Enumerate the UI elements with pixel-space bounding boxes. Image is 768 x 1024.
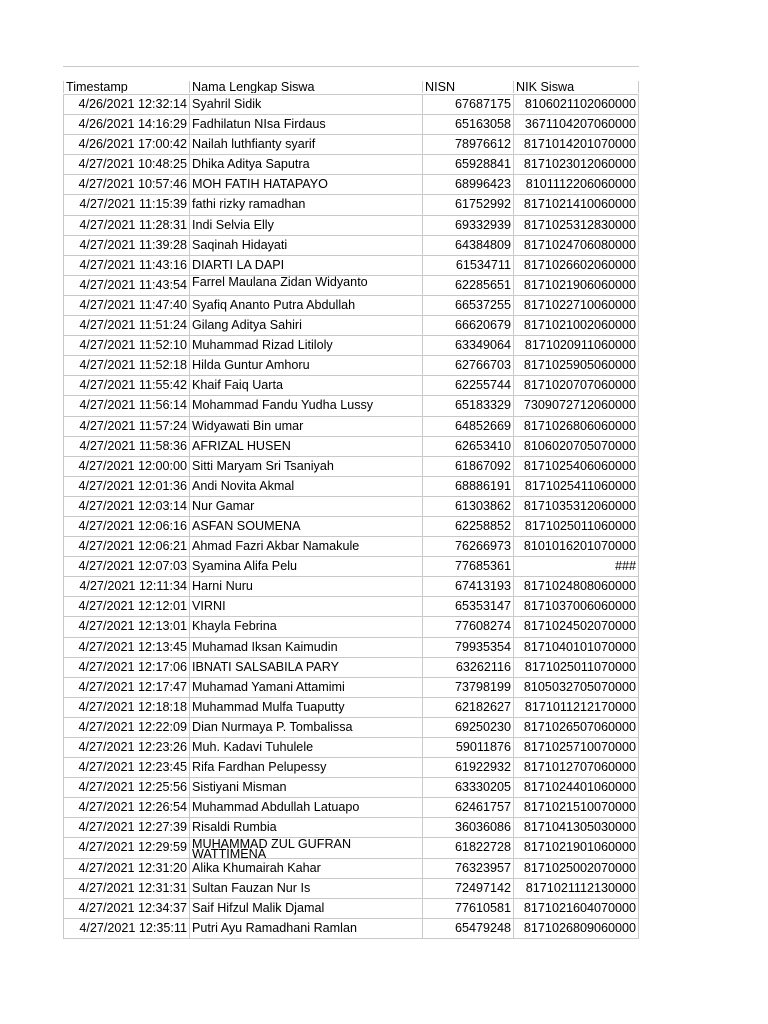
table-row [63, 497, 639, 517]
header-nama-lengkap-siswa[interactable]: Nama Lengkap Siswa [189, 81, 422, 93]
cell-nik-siswa[interactable]: 7309072712060000 [513, 396, 639, 415]
cell-nama-siswa[interactable]: Farrel Maulana Zidan Widyanto [189, 276, 422, 295]
cell-nik-siswa[interactable]: 8171021410060000 [513, 195, 639, 214]
cell-nisn[interactable]: 69332939 [422, 216, 513, 235]
table-header-row [63, 66, 639, 95]
cell-nama-siswa[interactable]: Dhika Aditya Saputra [189, 155, 422, 174]
cell-nama-siswa[interactable]: MUHAMMAD ZUL GUFRAN WATTIMENA [189, 838, 422, 857]
cell-nik-siswa[interactable]: 8171024401060000 [513, 778, 639, 797]
cell-nisn[interactable]: 62255744 [422, 376, 513, 395]
cell-nama-siswa[interactable]: Sistiyani Misman [189, 778, 422, 797]
cell-timestamp[interactable]: 4/27/2021 12:13:01 [63, 617, 189, 636]
cell-timestamp[interactable]: 4/27/2021 11:39:28 [63, 236, 189, 255]
table-row [63, 296, 639, 316]
cell-timestamp[interactable]: 4/27/2021 12:31:20 [63, 859, 189, 878]
table-row [63, 155, 639, 175]
header-timestamp[interactable]: Timestamp [63, 81, 189, 93]
cell-timestamp[interactable]: 4/27/2021 12:18:18 [63, 698, 189, 717]
cell-nik-siswa[interactable]: 8171021112130000 [513, 879, 639, 898]
cell-timestamp[interactable]: 4/27/2021 12:06:21 [63, 537, 189, 556]
cell-timestamp[interactable]: 4/27/2021 12:22:09 [63, 718, 189, 737]
table-row [63, 216, 639, 236]
cell-nama-siswa[interactable]: Muh. Kadavi Tuhulele [189, 738, 422, 757]
cell-nisn[interactable]: 61822728 [422, 838, 513, 857]
table-row [63, 437, 639, 457]
cell-nik-siswa[interactable]: 8101016201070000 [513, 537, 639, 556]
table-row [63, 919, 639, 939]
cell-nama-siswa[interactable]: Muhamad Iksan Kaimudin [189, 638, 422, 657]
table-row [63, 577, 639, 597]
table-row [63, 115, 639, 135]
table-row [63, 477, 639, 497]
cell-nisn[interactable]: 69250230 [422, 718, 513, 737]
cell-timestamp[interactable]: 4/27/2021 11:51:24 [63, 316, 189, 335]
table-row [63, 135, 639, 155]
cell-nisn[interactable]: 65479248 [422, 919, 513, 938]
cell-nik-siswa[interactable]: 8106020705070000 [513, 437, 639, 456]
cell-nama-siswa[interactable]: Muhammad Abdullah Latuapo [189, 798, 422, 817]
cell-timestamp[interactable]: 4/27/2021 12:23:26 [63, 738, 189, 757]
cell-timestamp[interactable]: 4/27/2021 11:43:54 [63, 276, 189, 295]
cell-timestamp[interactable]: 4/27/2021 12:34:37 [63, 899, 189, 918]
cell-nama-siswa[interactable]: Syafiq Ananto Putra Abdullah [189, 296, 422, 315]
cell-nisn[interactable]: 77685361 [422, 557, 513, 576]
cell-timestamp[interactable]: 4/27/2021 11:15:39 [63, 195, 189, 214]
cell-nisn[interactable]: 66620679 [422, 316, 513, 335]
table-row [63, 376, 639, 396]
table-row [63, 597, 639, 617]
cell-nisn[interactable]: 62766703 [422, 356, 513, 375]
cell-nama-siswa[interactable]: Sitti Maryam Sri Tsaniyah [189, 457, 422, 476]
cell-nisn[interactable]: 61534711 [422, 256, 513, 275]
cell-nik-siswa[interactable]: 8171014201070000 [513, 135, 639, 154]
cell-nik-siswa[interactable]: 8171025312830000 [513, 216, 639, 235]
table-row [63, 175, 639, 195]
cell-timestamp[interactable]: 4/27/2021 12:31:31 [63, 879, 189, 898]
cell-nik-siswa[interactable]: 8171025905060000 [513, 356, 639, 375]
cell-nama-siswa[interactable]: Widyawati Bin umar [189, 417, 422, 436]
cell-timestamp[interactable]: 4/27/2021 11:56:14 [63, 396, 189, 415]
cell-timestamp[interactable]: 4/27/2021 12:00:00 [63, 457, 189, 476]
table-body [63, 95, 639, 939]
cell-nisn[interactable]: 61867092 [422, 457, 513, 476]
cell-nisn[interactable]: 61303862 [422, 497, 513, 516]
cell-nama-siswa[interactable]: Dian Nurmaya P. Tombalissa [189, 718, 422, 737]
cell-timestamp[interactable]: 4/27/2021 11:55:42 [63, 376, 189, 395]
cell-nama-siswa[interactable]: fathi rizky ramadhan [189, 195, 422, 214]
table-row [63, 256, 639, 276]
cell-nama-siswa[interactable]: Muhammad Rizad Litiloly [189, 336, 422, 355]
table-row [63, 276, 639, 296]
cell-nisn[interactable]: 77610581 [422, 899, 513, 918]
cell-nama-siswa[interactable]: Fadhilatun NIsa Firdaus [189, 115, 422, 134]
cell-nisn[interactable]: 66537255 [422, 296, 513, 315]
cell-timestamp[interactable]: 4/27/2021 11:52:10 [63, 336, 189, 355]
cell-timestamp[interactable]: 4/27/2021 12:03:14 [63, 497, 189, 516]
cell-nik-siswa[interactable]: 8171026809060000 [513, 919, 639, 938]
table-row [63, 879, 639, 899]
cell-nisn[interactable]: 79935354 [422, 638, 513, 657]
cell-nik-siswa[interactable]: 8171025406060000 [513, 457, 639, 476]
cell-nama-siswa[interactable]: Syamina Alifa Pelu [189, 557, 422, 576]
cell-nik-siswa[interactable]: 8171024706080000 [513, 236, 639, 255]
table-row [63, 457, 639, 477]
cell-timestamp[interactable]: 4/26/2021 17:00:42 [63, 135, 189, 154]
cell-timestamp[interactable]: 4/27/2021 12:29:59 [63, 838, 189, 857]
cell-nisn[interactable]: 65163058 [422, 115, 513, 134]
cell-nik-siswa[interactable]: 8171025411060000 [513, 477, 639, 496]
cell-nama-siswa[interactable]: Hilda Guntur Amhoru [189, 356, 422, 375]
cell-nama-siswa[interactable]: VIRNI [189, 597, 422, 616]
table-row [63, 698, 639, 718]
cell-nisn[interactable]: 61922932 [422, 758, 513, 777]
cell-nama-siswa[interactable]: Risaldi Rumbia [189, 818, 422, 837]
cell-timestamp[interactable]: 4/27/2021 12:11:34 [63, 577, 189, 596]
cell-timestamp[interactable]: 4/27/2021 12:07:03 [63, 557, 189, 576]
cell-timestamp[interactable]: 4/27/2021 12:01:36 [63, 477, 189, 496]
cell-nik-siswa[interactable]: 8171040101070000 [513, 638, 639, 657]
cell-timestamp[interactable]: 4/27/2021 12:17:06 [63, 658, 189, 677]
cell-timestamp[interactable]: 4/27/2021 11:47:40 [63, 296, 189, 315]
cell-nama-siswa[interactable]: Saif Hifzul Malik Djamal [189, 899, 422, 918]
table-row [63, 899, 639, 919]
cell-nik-siswa[interactable]: 3671104207060000 [513, 115, 639, 134]
cell-nik-siswa[interactable]: 8171021002060000 [513, 316, 639, 335]
table-row [63, 638, 639, 658]
cell-nik-siswa[interactable]: 8171021906060000 [513, 276, 639, 295]
cell-nama-siswa[interactable]: MOH FATIH HATAPAYO [189, 175, 422, 194]
table-row [63, 336, 639, 356]
cell-nisn[interactable]: 61752992 [422, 195, 513, 214]
cell-nisn[interactable]: 67413193 [422, 577, 513, 596]
cell-timestamp[interactable]: 4/27/2021 12:06:16 [63, 517, 189, 536]
cell-nama-siswa[interactable]: Harni Nuru [189, 577, 422, 596]
cell-nisn[interactable]: 68996423 [422, 175, 513, 194]
cell-nisn[interactable]: 63349064 [422, 336, 513, 355]
cell-timestamp[interactable]: 4/26/2021 14:16:29 [63, 115, 189, 134]
cell-nik-siswa[interactable]: 8171026507060000 [513, 718, 639, 737]
cell-nik-siswa[interactable]: 8101112206060000 [513, 175, 639, 194]
table-row [63, 798, 639, 818]
header-nik-siswa[interactable]: NIK Siswa [513, 81, 639, 93]
cell-nisn[interactable]: 67687175 [422, 95, 513, 114]
cell-timestamp[interactable]: 4/27/2021 12:26:54 [63, 798, 189, 817]
cell-timestamp[interactable]: 4/27/2021 12:25:56 [63, 778, 189, 797]
table-row [63, 617, 639, 637]
table-row [63, 838, 639, 858]
table-row [63, 537, 639, 557]
cell-timestamp[interactable]: 4/27/2021 12:17:47 [63, 678, 189, 697]
cell-nama-siswa[interactable]: Putri Ayu Ramadhani Ramlan [189, 919, 422, 938]
table-row [63, 396, 639, 416]
cell-timestamp[interactable]: 4/27/2021 10:48:25 [63, 155, 189, 174]
table-row [63, 758, 639, 778]
cell-nik-siswa[interactable]: 8171011212170000 [513, 698, 639, 717]
cell-nisn[interactable]: 65353147 [422, 597, 513, 616]
cell-nisn[interactable]: 63330205 [422, 778, 513, 797]
cell-nama-siswa[interactable]: Syahril Sidik [189, 95, 422, 114]
cell-nisn[interactable]: 65928841 [422, 155, 513, 174]
cell-timestamp[interactable]: 4/27/2021 11:58:36 [63, 437, 189, 456]
cell-timestamp[interactable]: 4/27/2021 12:27:39 [63, 818, 189, 837]
table-row [63, 738, 639, 758]
cell-nama-siswa[interactable]: Khayla Febrina [189, 617, 422, 636]
cell-nama-siswa[interactable]: Khaif Faiq Uarta [189, 376, 422, 395]
cell-nama-siswa[interactable]: Muhammad Mulfa Tuaputty [189, 698, 422, 717]
cell-timestamp[interactable]: 4/27/2021 12:23:45 [63, 758, 189, 777]
table-row [63, 818, 639, 838]
cell-nik-siswa[interactable]: 8171037006060000 [513, 597, 639, 616]
table-row [63, 316, 639, 336]
cell-nama-siswa[interactable]: ASFAN SOUMENA [189, 517, 422, 536]
cell-timestamp[interactable]: 4/27/2021 11:28:31 [63, 216, 189, 235]
cell-timestamp[interactable]: 4/27/2021 12:35:11 [63, 919, 189, 938]
cell-timestamp[interactable]: 4/27/2021 11:43:16 [63, 256, 189, 275]
cell-nama-siswa[interactable]: Nailah luthfianty syarif [189, 135, 422, 154]
table-row [63, 778, 639, 798]
cell-nama-siswa[interactable]: Gilang Aditya Sahiri [189, 316, 422, 335]
cell-nisn[interactable]: 36036086 [422, 818, 513, 837]
table-row [63, 236, 639, 256]
cell-nama-siswa[interactable]: Sultan Fauzan Nur Is [189, 879, 422, 898]
cell-nisn[interactable]: 62182627 [422, 698, 513, 717]
cell-nik-siswa[interactable]: 8171025710070000 [513, 738, 639, 757]
cell-nama-siswa[interactable]: Nur Gamar [189, 497, 422, 516]
cell-timestamp[interactable]: 4/27/2021 12:13:45 [63, 638, 189, 657]
cell-nisn[interactable]: 64852669 [422, 417, 513, 436]
cell-nik-siswa[interactable]: 8171024502070000 [513, 617, 639, 636]
table-row [63, 95, 639, 115]
cell-nik-siswa[interactable]: 8171021604070000 [513, 899, 639, 918]
cell-nisn[interactable]: 62258852 [422, 517, 513, 536]
cell-nama-siswa[interactable]: DIARTI LA DAPI [189, 256, 422, 275]
cell-nisn[interactable]: 65183329 [422, 396, 513, 415]
cell-nik-siswa[interactable]: 8171021901060000 [513, 838, 639, 857]
cell-nama-siswa[interactable]: Ahmad Fazri Akbar Namakule [189, 537, 422, 556]
cell-nama-siswa[interactable]: Andi Novita Akmal [189, 477, 422, 496]
table-row [63, 718, 639, 738]
cell-nama-siswa[interactable]: AFRIZAL HUSEN [189, 437, 422, 456]
cell-nama-siswa[interactable]: Alika Khumairah Kahar [189, 859, 422, 878]
cell-nik-siswa[interactable]: 8171025011070000 [513, 658, 639, 677]
cell-nisn[interactable]: 78976612 [422, 135, 513, 154]
cell-nik-siswa[interactable]: 8171020707060000 [513, 376, 639, 395]
cell-timestamp[interactable]: 4/26/2021 12:32:14 [63, 95, 189, 114]
spreadsheet-table [63, 66, 639, 939]
cell-nisn[interactable]: 76266973 [422, 537, 513, 556]
cell-nisn[interactable]: 62653410 [422, 437, 513, 456]
cell-nama-siswa[interactable]: IBNATI SALSABILA PARY [189, 658, 422, 677]
cell-nama-siswa[interactable]: Muhamad Yamani Attamimi [189, 678, 422, 697]
cell-nisn[interactable]: 63262116 [422, 658, 513, 677]
cell-nik-siswa[interactable]: 8171023012060000 [513, 155, 639, 174]
cell-nik-siswa[interactable]: 8106021102060000 [513, 95, 639, 114]
cell-nama-siswa[interactable]: Mohammad Fandu Yudha Lussy [189, 396, 422, 415]
cell-nik-siswa[interactable]: 8171020911060000 [513, 336, 639, 355]
cell-nisn[interactable]: 77608274 [422, 617, 513, 636]
cell-nisn[interactable]: 73798199 [422, 678, 513, 697]
cell-nik-siswa[interactable]: 8171025002070000 [513, 859, 639, 878]
cell-nik-siswa[interactable]: 8171022710060000 [513, 296, 639, 315]
cell-nisn[interactable]: 62461757 [422, 798, 513, 817]
table-row [63, 195, 639, 215]
cell-nik-siswa[interactable]: 8171025011060000 [513, 517, 639, 536]
table-row [63, 517, 639, 537]
cell-nik-siswa[interactable]: 8171035312060000 [513, 497, 639, 516]
cell-nisn[interactable]: 72497142 [422, 879, 513, 898]
cell-timestamp[interactable]: 4/27/2021 12:12:01 [63, 597, 189, 616]
cell-nik-siswa[interactable]: 8171041305030000 [513, 818, 639, 837]
table-row [63, 859, 639, 879]
table-row [63, 356, 639, 376]
cell-nama-siswa[interactable]: Indi Selvia Elly [189, 216, 422, 235]
cell-nik-siswa[interactable]: 8105032705070000 [513, 678, 639, 697]
cell-nisn[interactable]: 76323957 [422, 859, 513, 878]
cell-nisn[interactable]: 64384809 [422, 236, 513, 255]
cell-timestamp[interactable]: 4/27/2021 11:52:18 [63, 356, 189, 375]
cell-timestamp[interactable]: 4/27/2021 10:57:46 [63, 175, 189, 194]
table-row [63, 678, 639, 698]
header-nisn[interactable]: NISN [422, 81, 513, 93]
cell-nik-siswa[interactable]: 8171026806060000 [513, 417, 639, 436]
cell-nisn[interactable]: 68886191 [422, 477, 513, 496]
cell-timestamp[interactable]: 4/27/2021 11:57:24 [63, 417, 189, 436]
cell-nisn[interactable]: 59011876 [422, 738, 513, 757]
cell-nik-siswa[interactable]: 8171021510070000 [513, 798, 639, 817]
cell-nik-siswa[interactable]: 8171012707060000 [513, 758, 639, 777]
cell-nama-siswa[interactable]: Saqinah Hidayati [189, 236, 422, 255]
cell-nama-siswa[interactable]: Rifa Fardhan Pelupessy [189, 758, 422, 777]
table-row [63, 557, 639, 577]
table-row [63, 417, 639, 437]
cell-nik-siswa[interactable]: 8171026602060000 [513, 256, 639, 275]
cell-nisn[interactable]: 62285651 [422, 276, 513, 295]
cell-nik-siswa[interactable]: ### [513, 557, 639, 576]
table-row [63, 658, 639, 678]
cell-nik-siswa[interactable]: 8171024808060000 [513, 577, 639, 596]
